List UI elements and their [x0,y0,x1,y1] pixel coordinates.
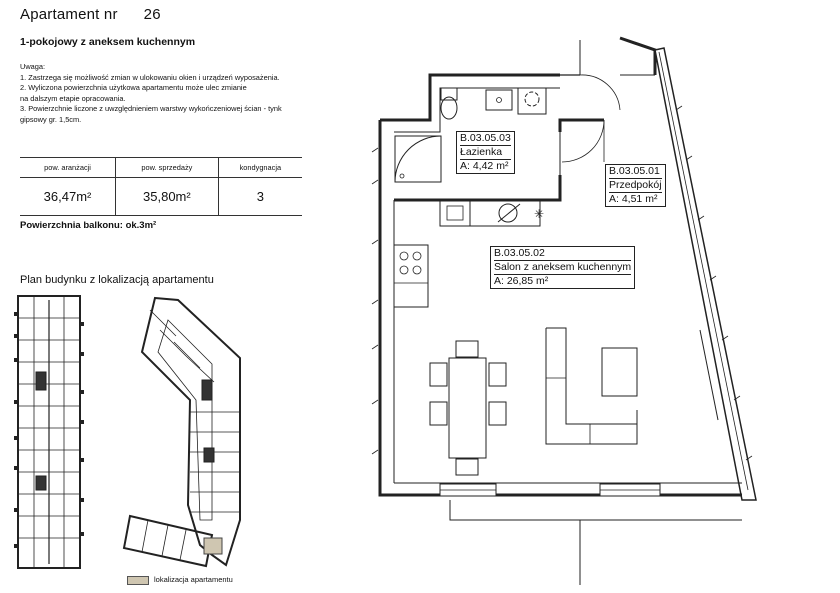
room-name: Salon z aneksem kuchennym [494,261,632,273]
notes-line: 2. Wyliczona powierzchnia użytkowa apartamentu może ulec zmianie [20,83,247,93]
building-block-right [124,298,240,566]
building-plan-title: Plan budynku z lokalizacją apartamentu [20,274,214,286]
legend-label: lokalizacja apartamentu [154,575,233,584]
room-label-bathroom [456,131,515,174]
notes-line: 1. Zastrzega się możliwość zmian w ulokowaniu okien i urządzeń wyposażenia. [20,72,280,82]
room-area: A: 4,42 m² [460,160,509,172]
room-area: A: 4,51 m² [609,193,658,205]
area-table-header: kondygnacja [218,158,302,178]
balcony-area: Powierzchnia balkonu: ok.3m² [20,220,157,231]
building-block-left [14,296,84,568]
apartment-number: 26 [143,6,161,23]
notes-line: gipsowy gr. 1,5cm. [20,114,82,124]
notes-heading: Uwaga: [20,62,46,71]
arrangement-area-value: 36,47m² [20,178,116,216]
room-code: B.03.05.01 [609,165,660,177]
area-table-header: pow. sprzedaży [116,158,219,178]
apartment-title-label: Apartament nr [20,6,118,23]
notes-line: na dalszym etapie opracowania. [20,93,126,103]
room-code: B.03.05.03 [460,132,511,144]
floor-value: 3 [256,189,264,204]
apartment-type: 1-pokojowy z aneksem kuchennym [20,36,196,48]
room-name: Przedpokój [609,179,662,191]
svg-text:✳: ✳ [534,207,545,221]
room-code: B.03.05.02 [494,247,631,261]
room-label-hallway [605,164,666,207]
room-name: Łazienka [460,146,511,160]
sales-area-value: 35,80m² [116,178,219,216]
area-table-header: pow. aranżacji [20,158,116,178]
room-area: A: 26,85 m² [494,275,549,287]
room-label-living-room [490,246,635,289]
legend-swatch [127,576,149,585]
floor-plan [372,38,756,585]
notes-line: 3. Powierzchnie liczone z uwzględnieniem warstwy wykończeniowej ścian - tynk [20,104,282,114]
